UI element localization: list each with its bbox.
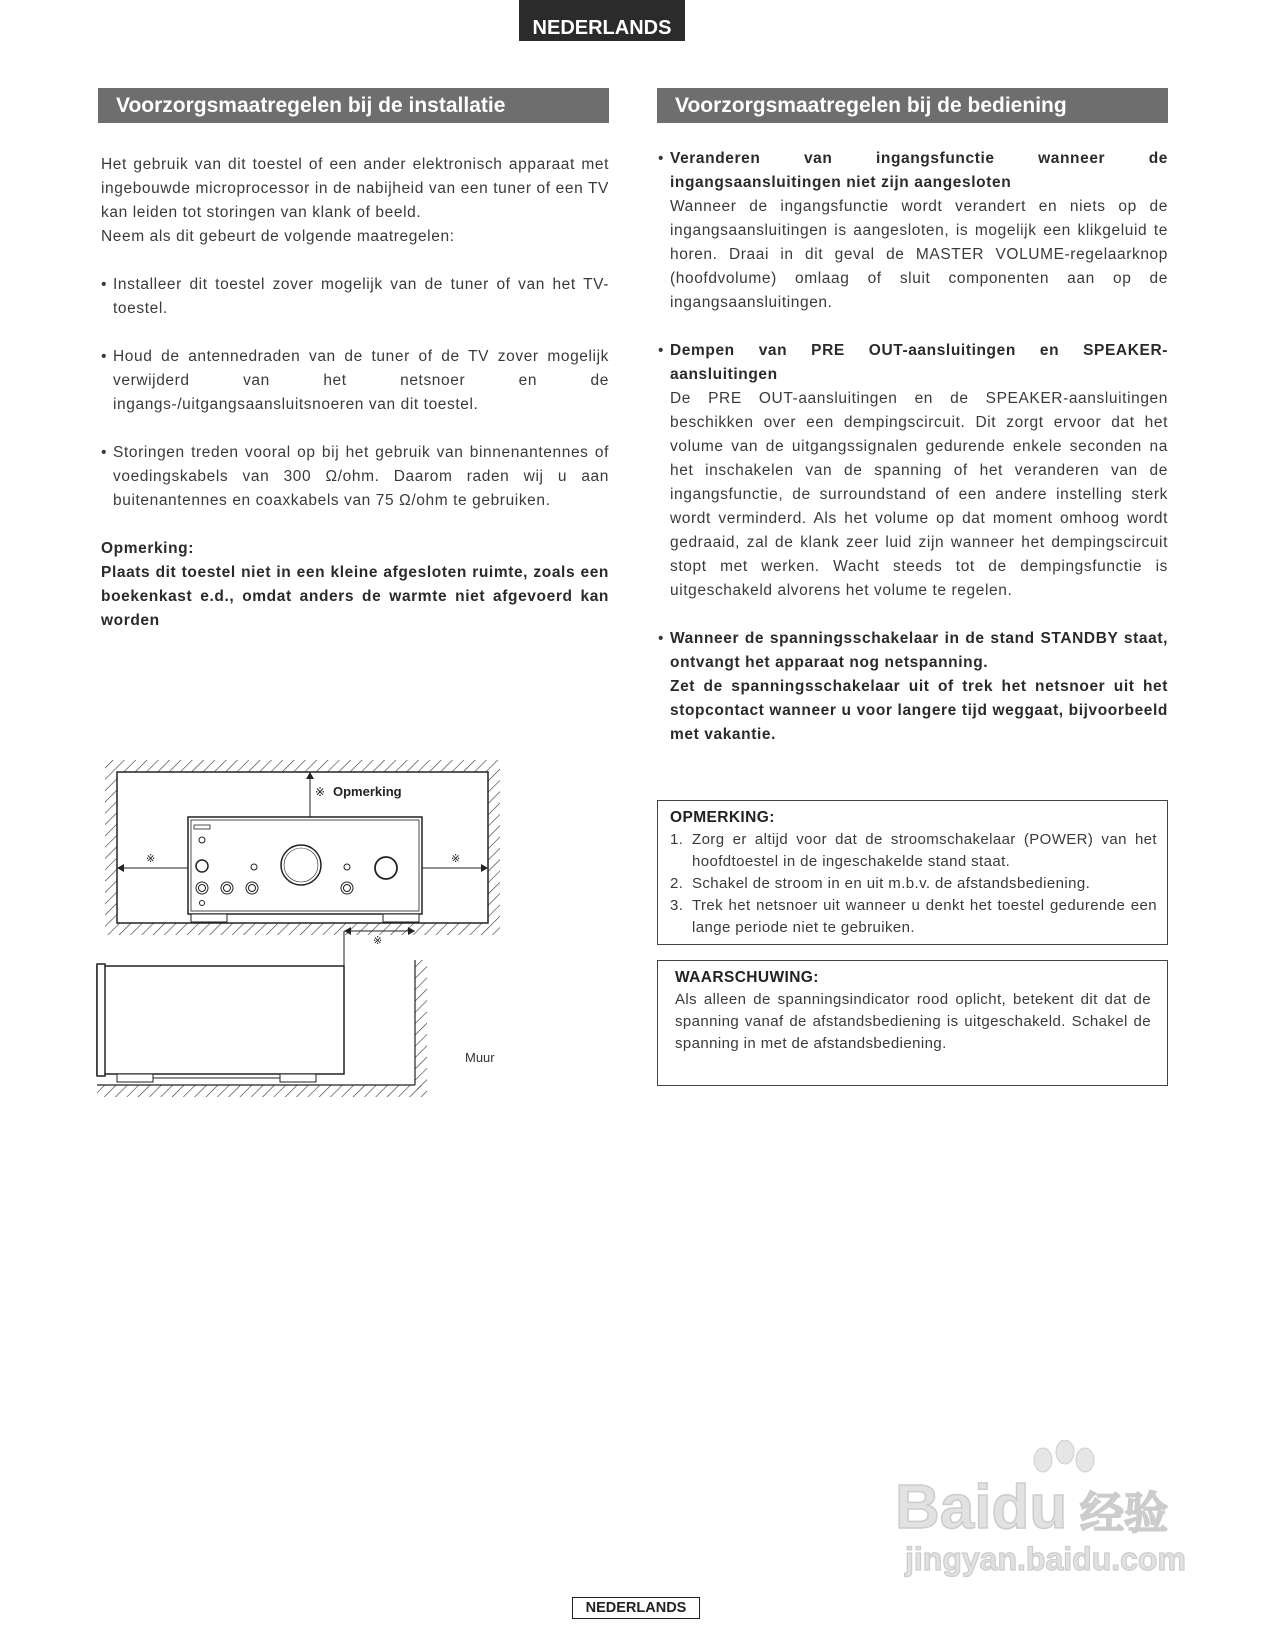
note-heading: Opmerking: [101,540,194,557]
list-item: • Dempen van PRE OUT-aansluitingen en SPEAKER-aansluitingen De PRE OUT-aansluitingen en de SPEAKER-aansluitingen beschikken over een dempingscircuit. Dit zorgt ervoor dat het volume van de uitgangssignalen gedurende enkele seconden na het inschakelen van de spanning of het veranderen van de ingangsfunctie, de surroundstand of een andere instelling sterk wordt verminderd. Als het volume op dat moment omhoog wordt gedraaid, zal de klank zeer luid zijn wanneer het dempingscircuit stopt met werken. Wacht steeds tot de dempingsfunctie is uitgeschakeld alvorens het volume te regelen. [658,342,1168,599]
paw-icon [1034,1448,1052,1472]
opmerking-label: Opmerking [333,784,402,799]
mark-symbol: ※ [146,852,156,865]
placement-diagram [95,755,515,1155]
wall-label: Muur [465,1050,495,1065]
operation-heading: Voorzorgsmaatregelen bij de bediening [657,88,1168,123]
footer-language-tab: NEDERLANDS [572,1597,700,1619]
mark-symbol: ※ [373,934,383,947]
side-view [97,927,427,1097]
baidu-watermark [895,1440,1195,1585]
watermark-brand: Baidu [895,1473,1068,1542]
list-item: • Wanneer de spanningsschakelaar in de stand STANDBY staat, ontvangt het apparaat nog netspanning. Zet de spanningsschakelaar uit of trek het netsnoer uit het stopcontact wanneer u voor langere tijd weggaat, bijvoorbeeld met vakantie. [658,630,1168,743]
note-text: Plaats dit toestel niet in een kleine afgesloten ruimte, zoals een boekenkast e.d., omdat anders de warmte niet afgevoerd kan worden [101,564,609,629]
list-item: • Storingen treden vooral op bij het gebruik van binnenantennes of voedingskabels van 300 Ω/ohm. Daarom raden wij u aan buitenantennes en coaxkabels van 75 Ω/ohm te gebruiken. [101,444,609,509]
operation-column [658,147,1168,747]
list-item: • Installeer dit toestel zover mogelijk van de tuner of van het TV-toestel. [101,276,609,317]
amplifier-front [188,817,422,922]
front-view [105,760,500,935]
installation-column [101,153,609,633]
list-item: 2. Schakel de stroom in en uit m.b.v. de afstandsbediening. [670,875,1091,892]
mark-symbol: ※ [315,785,326,799]
watermark-url: jingyan.baidu.com [905,1541,1186,1577]
list-item: 1. Zorg er altijd voor dat de stroomschakelaar (POWER) van het hoofdtoestel in de ingeschakelde stand staat. [670,831,1157,870]
intro-text: Het gebruik van dit toestel of een ander elektronisch apparaat met ingebouwde microprocessor in de nabijheid van een tuner of een TV kan leiden tot storingen van klank of beeld. [101,156,609,221]
installation-heading: Voorzorgsmaatregelen bij de installatie [98,88,609,123]
language-tab: NEDERLANDS [519,0,685,41]
list-item: • Houd de antennedraden van de tuner of de TV zover mogelijk verwijderd van het netsnoer en de ingangs-/uitgangsaansluitsnoeren van dit toestel. [101,348,609,413]
list-item: • Veranderen van ingangsfunctie wanneer de ingangsaansluitingen niet zijn aangesloten Wanneer de ingangsfunctie wordt verandert en niets op de ingangsaansluitingen is aangesloten, is mogelijk een klikgeluid te horen. Draai in dit geval de MASTER VOLUME-regelaarknop (hoofdvolume) omlaag of sluit componenten aan op de ingangsaansluitingen. [658,150,1168,311]
opmerking-box: OPMERKING: 1. Zorg er altijd voor dat de stroomschakelaar (POWER) van het hoofdtoestel in de ingeschakelde stand staat. 2. Schakel de stroom in en uit m.b.v. de afstandsbediening. 3. Trek het netsnoer uit wanneer u denkt het toestel gedurende een lange periode niet te gebruiken. [657,800,1168,945]
list-item: 3. Trek het netsnoer uit wanneer u denkt het toestel gedurende een lange periode niet te gebruiken. [670,897,1157,936]
mark-symbol: ※ [451,852,461,865]
warning-box: WAARSCHUWING: Als alleen de spanningsindicator rood oplicht, betekent dit dat de spanning vanaf de afstandsbediening is uitgeschakeld. Schakel de spanning in met de afstandsbediening. [657,960,1168,1086]
watermark-chinese: 经验 [1080,1488,1168,1539]
intro-text-2: Neem als dit gebeurt de volgende maatregelen: [101,228,455,245]
